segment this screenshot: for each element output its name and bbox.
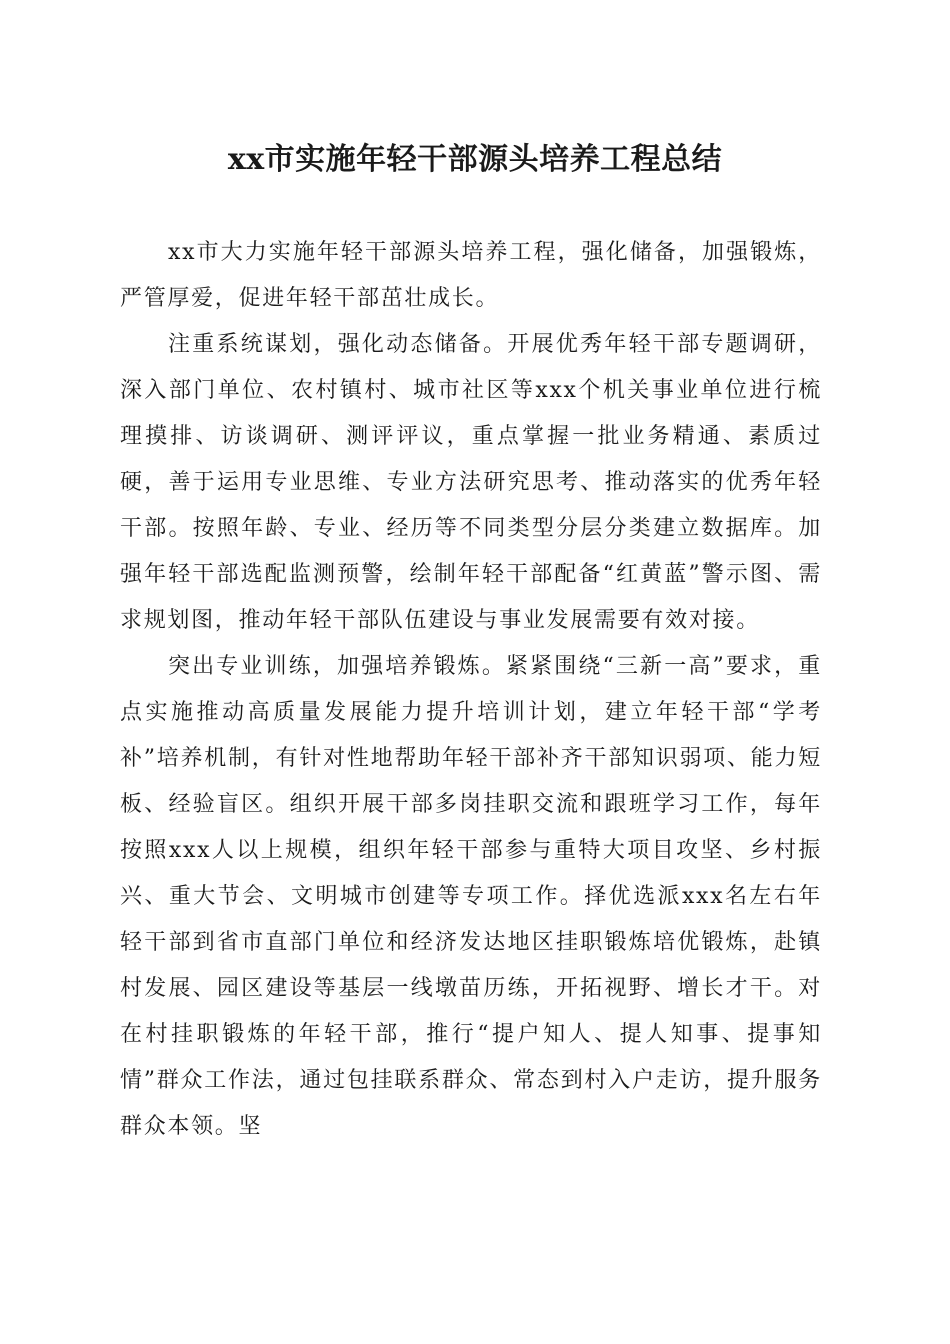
paragraph-planning: 注重系统谋划，强化动态储备。开展优秀年轻干部专题调研，深入部门单位、农村镇村、城市社区等xxx个机关事业单位进行梳理摸排、访谈调研、测评评议，重点掌握一批业务精通、素质过硬，善于运用专业思维、专业方法研究思考、推动落实的优秀年轻干部。按照年龄、专业、经历等不同类型分层分类建立数据库。加强年轻干部选配监测预警，绘制年轻干部配备“红黄蓝”警示图、需求规划图，推动年轻干部队伍建设与事业发展需要有效对接。 bbox=[120, 332, 822, 633]
document-body bbox=[120, 230, 822, 1150]
document-title: xx市实施年轻干部源头培养工程总结 bbox=[227, 142, 723, 177]
paragraph-intro: xx市大力实施年轻干部源头培养工程，强化储备，加强锻炼，严管厚爱，促进年轻干部茁壮成长。 bbox=[120, 240, 822, 311]
paragraph-training: 突出专业训练，加强培养锻炼。紧紧围绕“三新一高”要求，重点实施推动高质量发展能力提升培训计划，建立年轻干部“学考补”培养机制，有针对性地帮助年轻干部补齐干部知识弱项、能力短板、经验盲区。组织开展干部多岗挂职交流和跟班学习工作，每年按照xxx人以上规模，组织年轻干部参与重特大项目攻坚、乡村振兴、重大节会、文明城市创建等专项工作。择优选派xxx名左右年轻干部到省市直部门单位和经济发达地区挂职锻炼培优锻炼，赴镇村发展、园区建设等基层一线墩苗历练，开拓视野、增长才干。对在村挂职锻炼的年轻干部，推行“提户知人、提人知事、提事知情”群众工作法，通过包挂联系群众、常态到村入户走访，提升服务群众本领。坚 bbox=[120, 654, 822, 1139]
